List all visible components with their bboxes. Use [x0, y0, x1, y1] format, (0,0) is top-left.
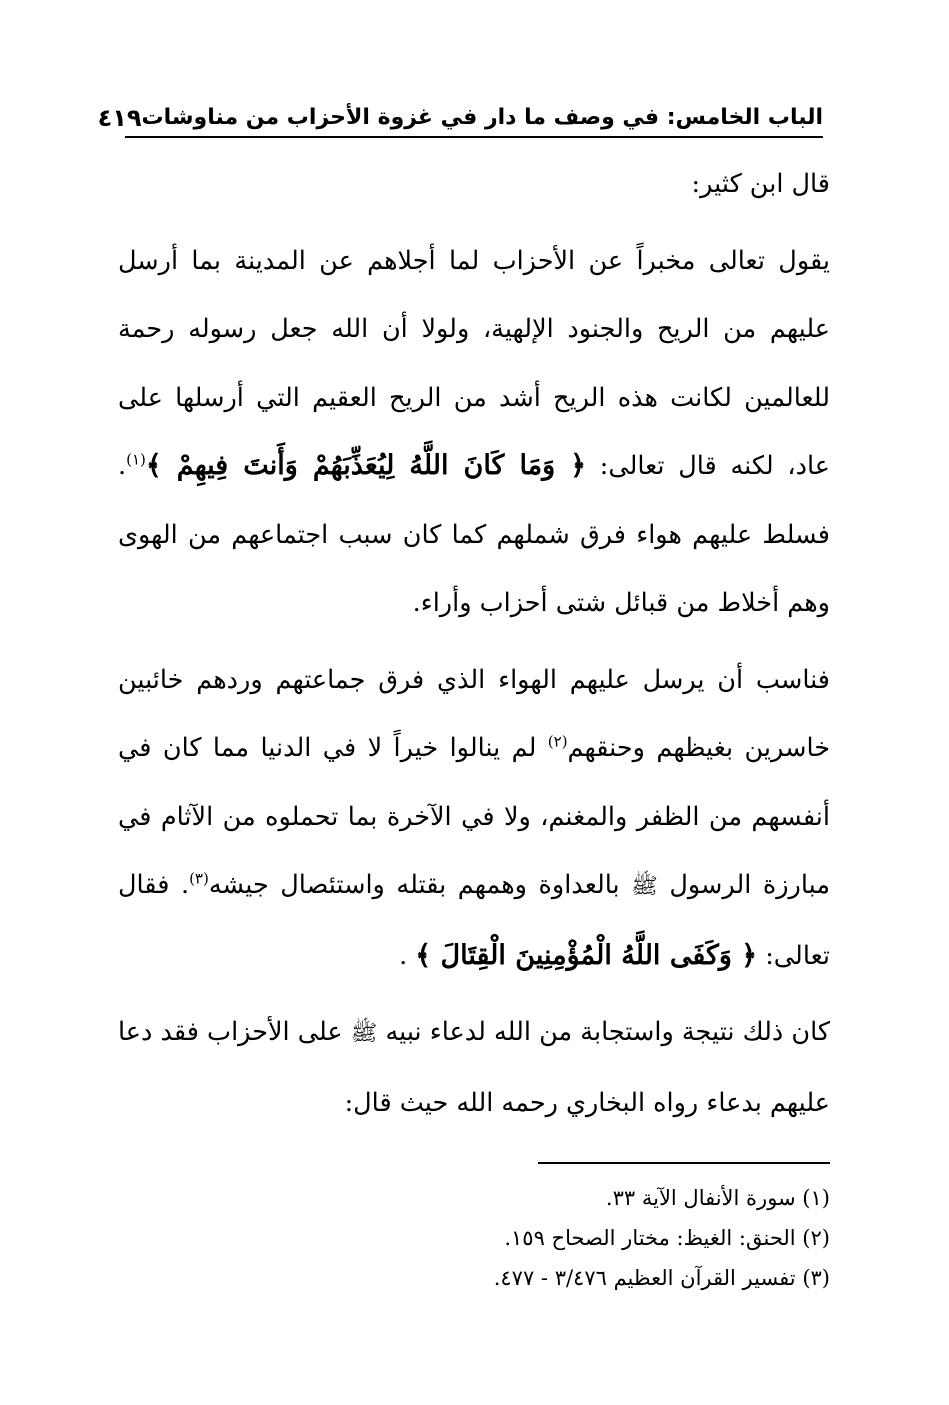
footnote-ref-2: (٢) [547, 732, 568, 751]
paragraph-1-text-a: يقول تعالى مخبراً عن الأحزاب لما أجلاهم عن المدينة بما أرسل عليهم من الريح والجنود الإلهية، ولولا أن الله جعل رسوله رحمة للعالمين لكانت هذه الريح أشد من الريح العقيم التي أرسلها على عاد، لكنه قال تعالى: [118, 245, 830, 481]
salawat-ligature: ﷺ [631, 874, 658, 899]
paragraph-2 [118, 646, 830, 991]
salawat-ligature: ﷺ [350, 1021, 378, 1046]
footnotes [300, 1178, 830, 1298]
footnote-ref-1: (١) [126, 450, 146, 469]
paragraph-2-text-e: . [399, 940, 416, 971]
footnote-2: (٢) الحنق: الغيظ: مختار الصحاح ١٥٩. [504, 1226, 830, 1250]
running-header [97, 98, 823, 138]
paragraph-2-text-d: . فقال تعالى: [118, 870, 830, 971]
quran-verse-1: ﴿ وَمَا كَانَ اللَّهُ لِيُعَذِّبَهُمْ وَأَنتَ فِيهِمْ ﴾ [145, 450, 587, 481]
paragraph-3-text-a: كان ذلك نتيجة واستجابة من الله لدعاء نبيه [377, 1017, 830, 1047]
paragraph-2-text-a: فناسب أن يرسل عليهم الهواء الذي فرق جماعتهم وردهم خائبين خاسرين بغيظهم وحنقهم [118, 664, 830, 763]
paragraph-2-text-b: لم ينالوا خيراً لا في الدنيا مما كان في أنفسهم من الظفر والمغنم، ولا في الآخرة بما تحملوه من الآثام في مبارزة الرسول [118, 733, 830, 900]
footnote-1: (١) سورة الأنفال الآية ٣٣. [605, 1186, 830, 1210]
paragraph-3-text-b: على الأحزاب فقد دعا عليهم بدعاء رواه البخاري رحمه الله حيث قال: [118, 1017, 830, 1118]
paragraph-2-text-c: بالعداوة وهمهم بقتله واستئصال جيشه [208, 870, 632, 900]
main-text [118, 150, 830, 1137]
paragraph-3 [118, 998, 830, 1137]
paragraph-1 [118, 227, 830, 638]
chapter-title: الباب الخامس: في وصف ما دار في غزوة الأحزاب من مناوشات [141, 105, 823, 130]
footnote-3: (٣) تفسير القرآن العظيم ٣/٤٧٦ - ٤٧٧. [493, 1266, 830, 1290]
intro-line: قال ابن كثير: [691, 169, 830, 199]
page-number: ٤١٩ [97, 104, 142, 132]
paragraph-1-text-b: . فسلط عليهم هواء فرق شملهم كما كان سبب اجتماعهم من الهوى وهم أخلاط من قبائل شتى أحزاب وأراء. [118, 451, 830, 618]
footnote-ref-3: (٣) [189, 869, 209, 888]
quran-verse-2: ﴿ وَكَفَى اللَّهُ الْمُؤْمِنِينَ الْقِتَالَ ﴾ [415, 939, 758, 971]
footnote-separator [538, 1162, 830, 1164]
